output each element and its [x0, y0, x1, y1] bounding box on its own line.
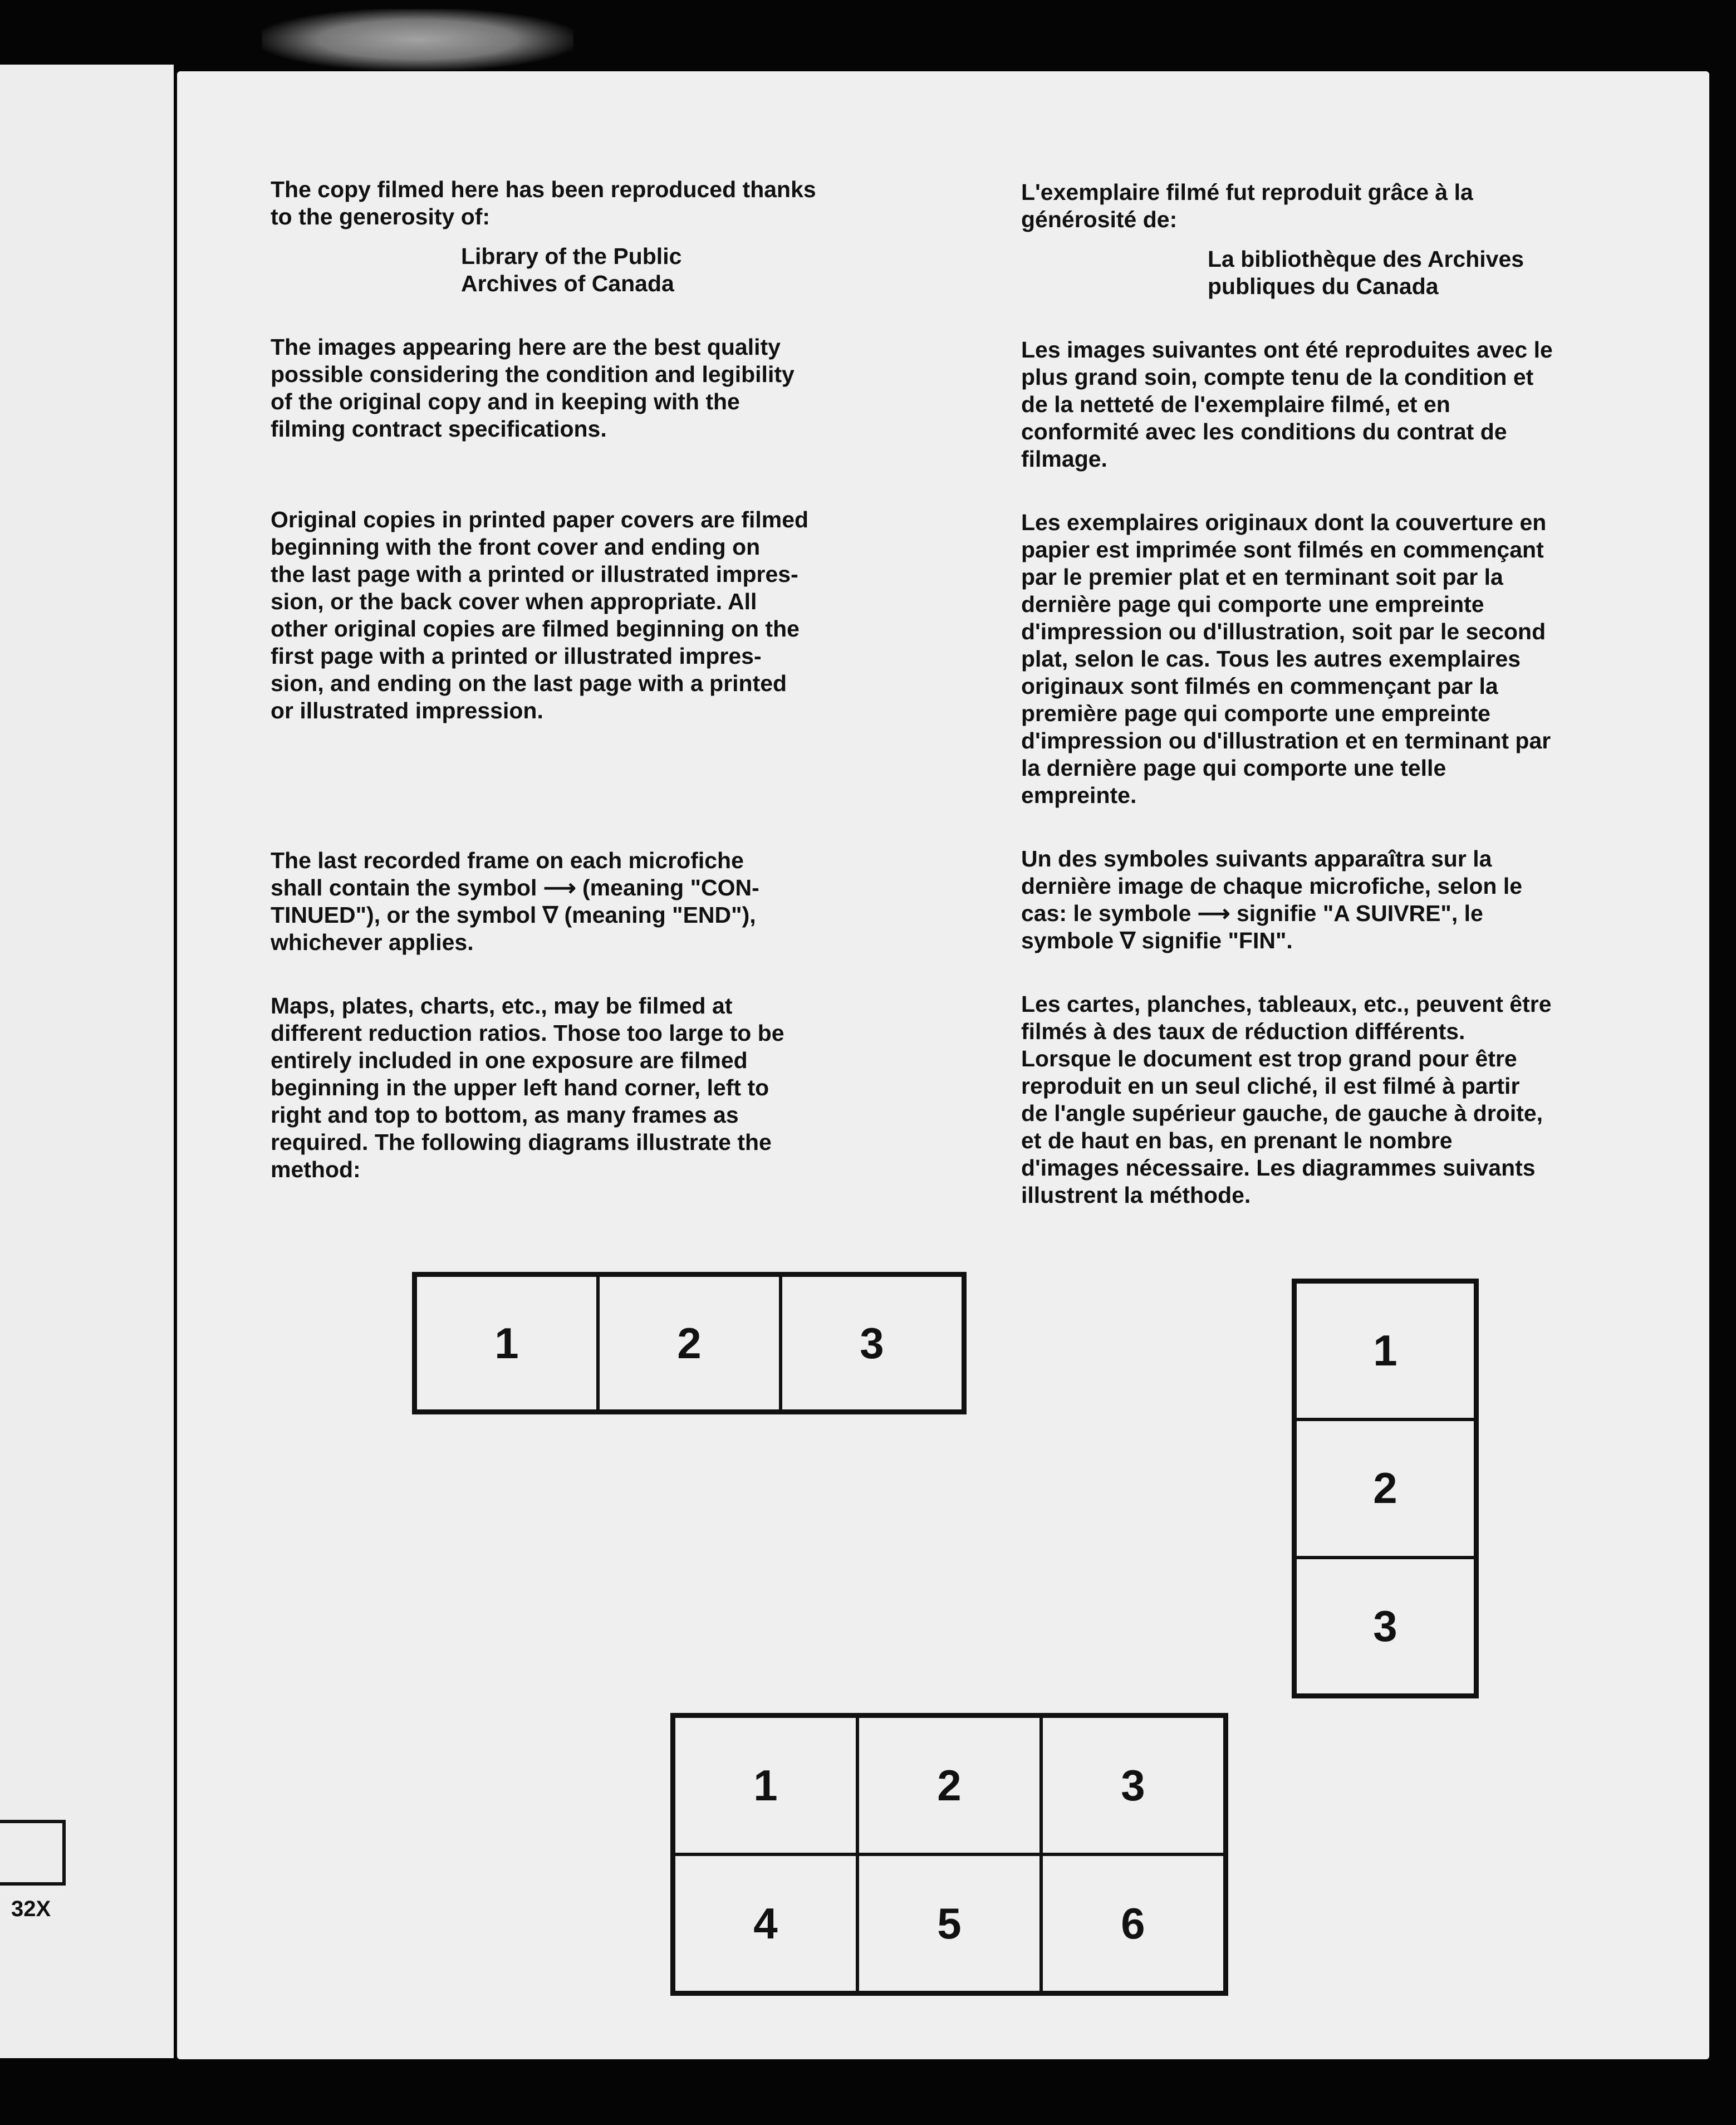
english-column	[271, 176, 939, 1183]
french-credit-intro: L'exemplaire filmé fut reproduit grâce à la générosité de:	[1021, 179, 1473, 232]
diagram-cell: 1	[674, 1716, 857, 1854]
scan-border-top	[0, 9, 1736, 65]
diagram-cell: 3	[1041, 1716, 1225, 1854]
diagram-cell: 3	[1295, 1558, 1475, 1695]
french-maps-note: Les cartes, planches, tableaux, etc., peuvent être filmés à des taux de réduction différents. Lorsque le document est trop grand pour être reproduit en un seul cliché, il est filmé à partir de l'angle supérieur gauche, de gauche à droite, et de haut en bas, en prenant le nombre d'images nécessaire. Les diagrammes suivants illustrent la méthode.	[1021, 991, 1552, 1208]
reduction-box	[0, 1820, 66, 1886]
english-credit-intro: The copy filmed here has been reproduced thanks to the generosity of:	[271, 177, 816, 229]
french-quality-note: Les images suivantes ont été reproduites avec le plus grand soin, compte tenu de la condition et de la netteté de l'exemplaire filmé, et en conformité avec les conditions du contrat de filmage.	[1021, 337, 1553, 472]
english-quality-note: The images appearing here are the best quality possible considering the condition and legibility of the original copy and in keeping with the filming contract specifications.	[271, 334, 795, 442]
french-credit-library: La bibliothèque des Archives publiques du Canada	[1208, 246, 1524, 299]
diagram-cell: 4	[674, 1854, 857, 1992]
diagram-grid	[670, 1713, 1228, 1996]
diagram-horizontal	[412, 1272, 967, 1414]
scan-smudge	[262, 9, 573, 70]
diagram-cell: 2	[857, 1716, 1041, 1854]
english-covers-note: Original copies in printed paper covers are filmed beginning with the front cover and ending on the last page with a printed or illustrated impres- sion, or the back cover when appropriate. All other original copies are filmed beginning on the first page with a printed or illustrated impres- sion, and ending on the last page with a printed or illustrated impression.	[271, 507, 809, 723]
diagram-cell: 2	[598, 1275, 781, 1411]
french-column	[1021, 179, 1689, 1209]
french-symbol-note: Un des symboles suivants apparaîtra sur la dernière image de chaque microfiche, selon le cas: le symbole ⟶ signifie "A SUIVRE", le symbole ∇ signifie "FIN".	[1021, 846, 1523, 953]
french-covers-note: Les exemplaires originaux dont la couverture en papier est imprimée sont filmés en commençant par le premier plat et en terminant soit par la dernière page qui comporte une empreinte d'impression ou d'illustration, soit par le second plat, selon le cas. Tous les autres exemplaires originaux sont filmés en commençant par la première page qui comporte une empreinte d'impression ou d'illustration et en terminant par la dernière page qui comporte une telle empreinte.	[1021, 510, 1551, 808]
diagram-cell: 1	[1295, 1282, 1475, 1419]
diagram-vertical	[1292, 1279, 1479, 1698]
diagram-cell: 1	[415, 1275, 598, 1411]
diagram-cell: 2	[1295, 1419, 1475, 1557]
diagram-cell: 6	[1041, 1854, 1225, 1992]
reduction-label: 32X	[11, 1897, 51, 1921]
adjacent-page-fragment	[0, 65, 174, 2058]
english-maps-note: Maps, plates, charts, etc., may be filmed at different reduction ratios. Those too large to be entirely included in one exposure are filmed beginning in the upper left hand corner, left to right and top to bottom, as many frames as required. The following diagrams illustrate the method:	[271, 993, 784, 1182]
diagram-cell: 3	[781, 1275, 963, 1411]
diagram-cell: 5	[857, 1854, 1041, 1992]
english-symbol-note: The last recorded frame on each microfiche shall contain the symbol ⟶ (meaning "CON- TINUED"), or the symbol ∇ (meaning "END"), whichever applies.	[271, 848, 759, 955]
english-credit-library: Library of the Public Archives of Canada	[461, 243, 682, 296]
